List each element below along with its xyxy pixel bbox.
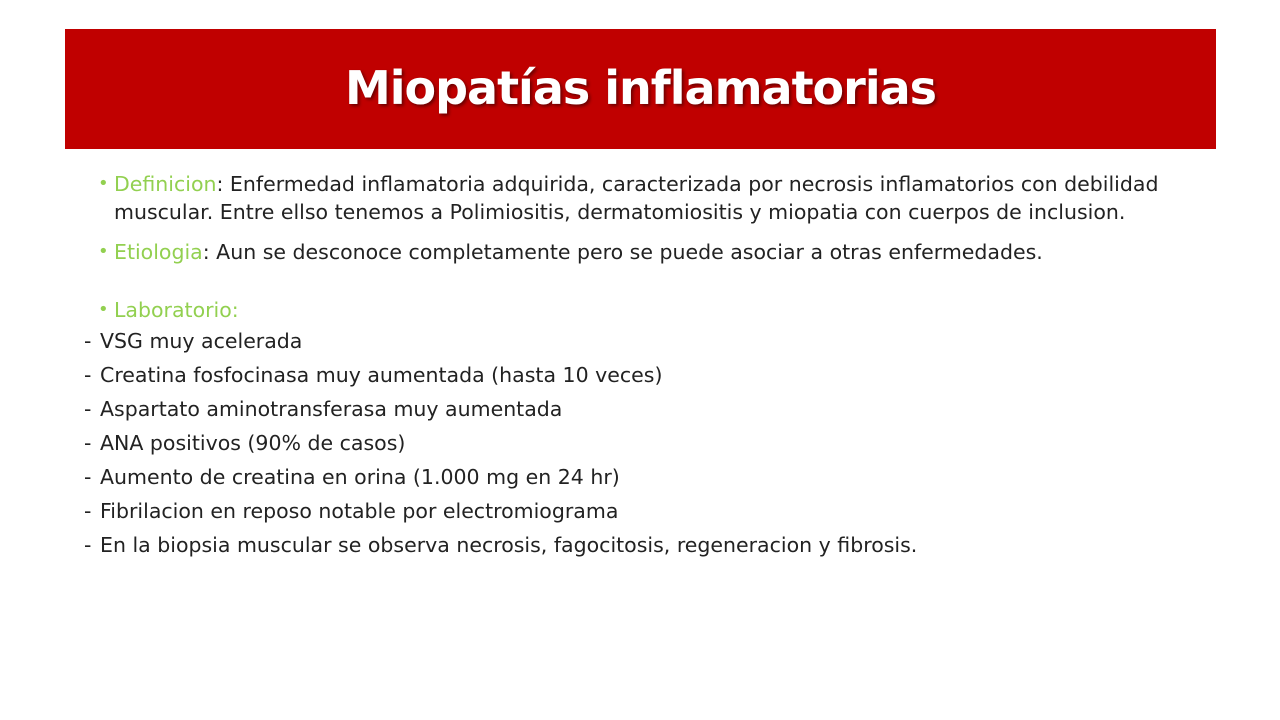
- list-item-text: ANA positivos (90% de casos): [100, 431, 406, 455]
- bullet-label: Etiologia: [114, 240, 203, 264]
- list-item-text: Aumento de creatina en orina (1.000 mg en 24 hr): [100, 465, 620, 489]
- list-item-text: Aspartato aminotransferasa muy aumentada: [100, 397, 563, 421]
- list-item-text: Creatina fosfocinasa muy aumentada (hasta 10 veces): [100, 363, 663, 387]
- list-item-text: Fibrilacion en reposo notable por electromiograma: [100, 499, 619, 523]
- title-banner: [65, 29, 1216, 149]
- list-item-text: VSG muy acelerada: [100, 329, 303, 353]
- dash-icon: -: [84, 499, 92, 523]
- dash-icon: -: [84, 431, 92, 455]
- list-item: [84, 392, 1210, 426]
- dash-icon: -: [84, 363, 92, 387]
- dash-icon: -: [84, 533, 92, 557]
- bullet-dot-icon: •: [98, 241, 109, 262]
- list-item: [84, 324, 1210, 358]
- bullet-text: : Enfermedad inflamatoria adquirida, caracterizada por necrosis inflamatorios con debilidad muscular. Entre ellso tenemos a Polimiositis, dermatomiositis y miopatia con cuerpos de inclusion.: [114, 172, 1159, 224]
- bullet-text: : Aun se desconoce completamente pero se puede asociar a otras enfermedades.: [202, 240, 1043, 264]
- list-item: [84, 528, 1210, 562]
- bullet-laboratorio: [98, 296, 1210, 324]
- bullet-label: Laboratorio:: [114, 298, 239, 322]
- list-item: [84, 358, 1210, 392]
- bullet-definicion: [98, 170, 1210, 226]
- list-item-text: En la biopsia muscular se observa necrosis, fagocitosis, regeneracion y fibrosis.: [100, 533, 918, 557]
- list-item: [84, 460, 1210, 494]
- slide-content: [84, 170, 1210, 562]
- bullet-label: Definicion: [114, 172, 217, 196]
- dash-icon: -: [84, 397, 92, 421]
- bullet-etiologia: [98, 238, 1210, 266]
- bullet-dot-icon: •: [98, 173, 109, 194]
- dash-icon: -: [84, 329, 92, 353]
- bullet-dot-icon: •: [98, 299, 109, 320]
- list-item: [84, 426, 1210, 460]
- lab-list: [84, 324, 1210, 562]
- list-item: [84, 494, 1210, 528]
- slide-title: Miopatías inflamatorias: [344, 61, 937, 115]
- dash-icon: -: [84, 465, 92, 489]
